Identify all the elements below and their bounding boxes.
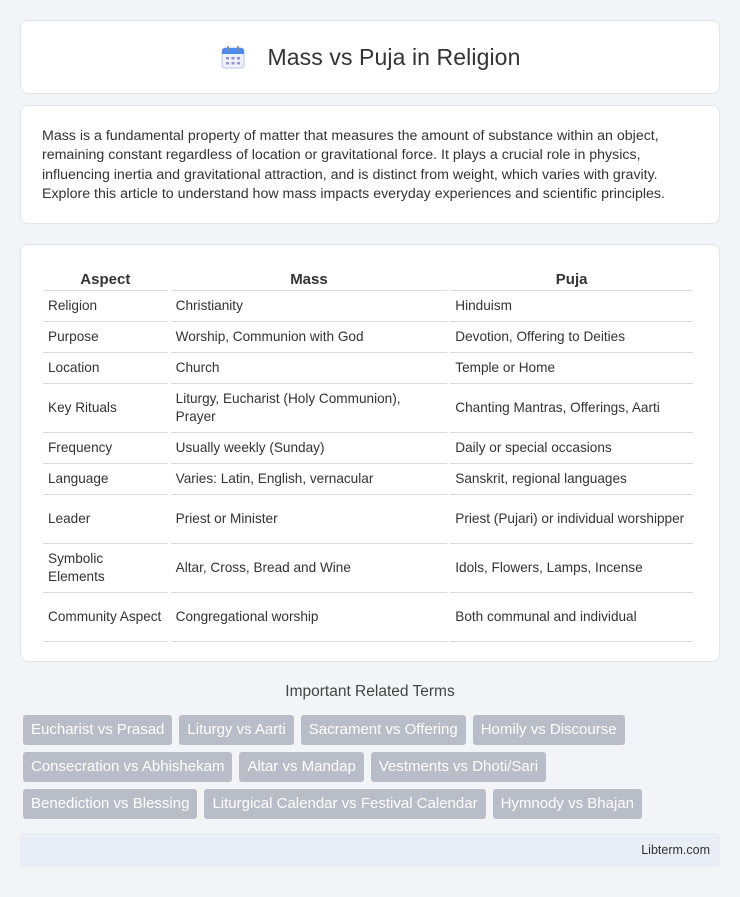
table-cell: Worship, Communion with God xyxy=(171,322,448,353)
header-puja: Puja xyxy=(450,265,693,291)
table-cell: Location xyxy=(43,353,168,384)
related-term-tag[interactable]: Liturgy vs Aarti xyxy=(179,715,293,745)
table-header-row xyxy=(43,265,693,291)
header-mass: Mass xyxy=(171,265,448,291)
table-row xyxy=(43,464,693,495)
table-cell: Church xyxy=(171,353,448,384)
table-row xyxy=(43,593,693,642)
related-term-tag[interactable]: Eucharist vs Prasad xyxy=(23,715,172,745)
table-cell: Leader xyxy=(43,495,168,544)
comparison-table xyxy=(40,265,696,642)
related-term-tag[interactable]: Sacrament vs Offering xyxy=(301,715,466,745)
related-term-tag[interactable]: Hymnody vs Bhajan xyxy=(493,789,642,819)
table-cell: Religion xyxy=(43,291,168,322)
table-cell: Idols, Flowers, Lamps, Incense xyxy=(450,544,693,593)
table-cell: Liturgy, Eucharist (Holy Communion), Prayer xyxy=(171,384,448,433)
table-cell: Devotion, Offering to Deities xyxy=(450,322,693,353)
calendar-icon xyxy=(220,44,246,70)
table-cell: Chanting Mantras, Offerings, Aarti xyxy=(450,384,693,433)
tag-row xyxy=(23,752,723,782)
related-term-tag[interactable]: Benediction vs Blessing xyxy=(23,789,197,819)
table-cell: Christianity xyxy=(171,291,448,322)
tag-row xyxy=(23,715,723,745)
footer-site-link[interactable]: Libterm.com xyxy=(641,843,710,857)
table-cell: Priest or Minister xyxy=(171,495,448,544)
page-title: Mass vs Puja in Religion xyxy=(267,43,521,70)
header-card xyxy=(20,20,720,94)
footer xyxy=(20,833,720,867)
table-cell: Priest (Pujari) or individual worshipper xyxy=(450,495,693,544)
table-cell: Varies: Latin, English, vernacular xyxy=(171,464,448,495)
related-terms-title: Important Related Terms xyxy=(285,683,455,700)
table-cell: Language xyxy=(43,464,168,495)
table-cell: Purpose xyxy=(43,322,168,353)
table-row xyxy=(43,291,693,322)
table-cell: Hinduism xyxy=(450,291,693,322)
comparison-card xyxy=(20,244,720,662)
table-cell: Temple or Home xyxy=(450,353,693,384)
table-row xyxy=(43,384,693,433)
table-cell: Community Aspect xyxy=(43,593,168,642)
table-cell: Both communal and individual xyxy=(450,593,693,642)
table-row xyxy=(43,495,693,544)
table-cell: Sanskrit, regional languages xyxy=(450,464,693,495)
table-row xyxy=(43,322,693,353)
table-cell: Altar, Cross, Bread and Wine xyxy=(171,544,448,593)
related-terms-list xyxy=(23,715,723,826)
table-cell: Congregational worship xyxy=(171,593,448,642)
table-cell: Symbolic Elements xyxy=(43,544,168,593)
table-cell: Key Rituals xyxy=(43,384,168,433)
table-cell: Frequency xyxy=(43,433,168,464)
table-cell: Daily or special occasions xyxy=(450,433,693,464)
related-term-tag[interactable]: Consecration vs Abhishekam xyxy=(23,752,232,782)
intro-text: Mass is a fundamental property of matter that measures the amount of substance within an object, remaining constant regardless of location or gravitational force. It plays a crucial role in physics, influencing inertia and gravitational attraction, and is distinct from weight, which varies with gravity. Explore this article to understand how mass impacts everyday experiences and scientific principles. xyxy=(42,128,665,202)
related-term-tag[interactable]: Altar vs Mandap xyxy=(239,752,363,782)
intro-card xyxy=(20,105,720,224)
header-aspect: Aspect xyxy=(43,265,168,291)
table-cell: Usually weekly (Sunday) xyxy=(171,433,448,464)
related-term-tag[interactable]: Liturgical Calendar vs Festival Calendar xyxy=(204,789,485,819)
tag-row xyxy=(23,789,723,819)
table-row xyxy=(43,353,693,384)
related-term-tag[interactable]: Homily vs Discourse xyxy=(473,715,625,745)
related-term-tag[interactable]: Vestments vs Dhoti/Sari xyxy=(371,752,546,782)
table-row xyxy=(43,433,693,464)
table-row xyxy=(43,544,693,593)
